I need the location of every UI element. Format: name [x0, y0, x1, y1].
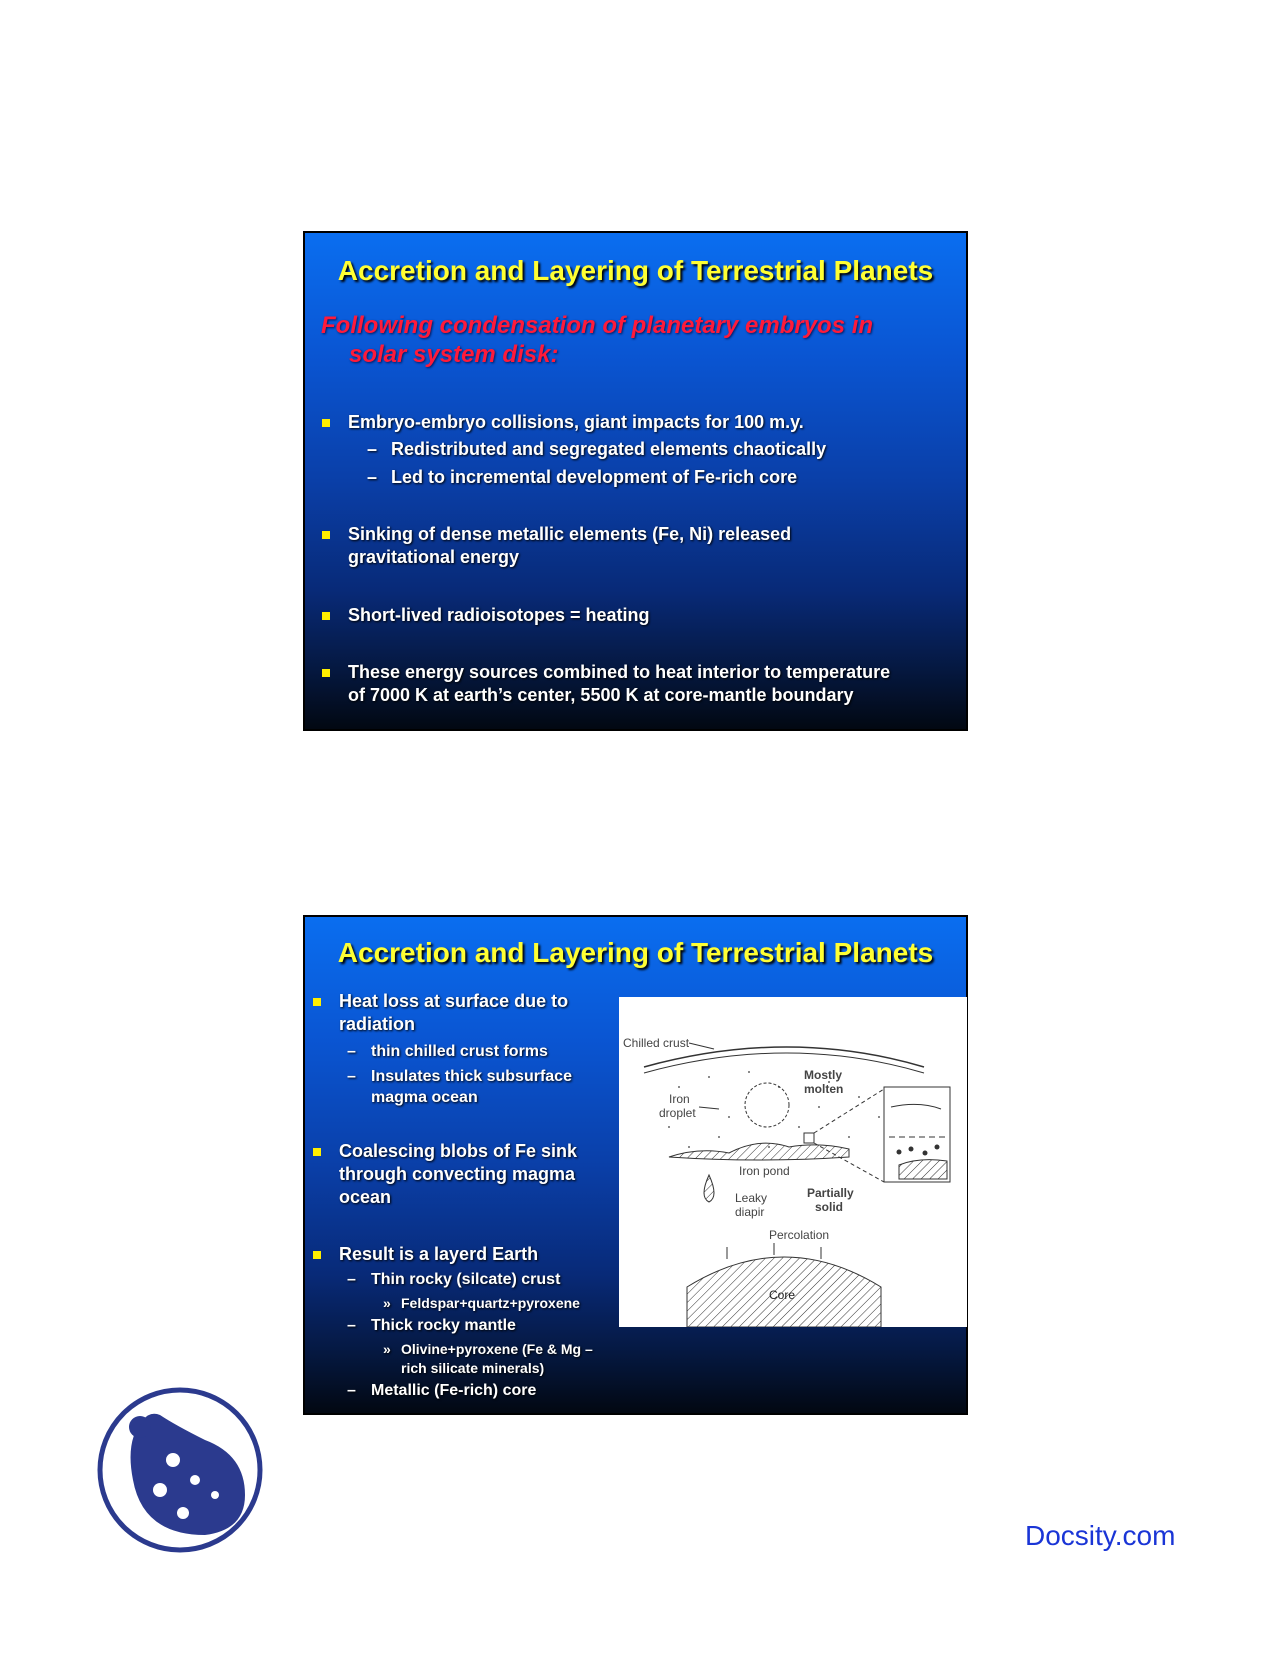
- bullet-square-icon: [313, 1251, 321, 1259]
- bullet-2: Sinking of dense metallic elements (Fe, Ni) released gravitational energy: [348, 523, 791, 569]
- label-droplet: droplet: [659, 1106, 696, 1120]
- bullet-4: These energy sources combined to heat interior to temperature of 7000 K at earth’s center, 5500 K at core-mantle boundary: [348, 661, 890, 707]
- slide-1-title: Accretion and Layering of Terrestrial Planets: [337, 255, 934, 286]
- slide-1-subtitle: [321, 311, 941, 369]
- bullet-3: Short-lived radioisotopes = heating: [348, 604, 650, 627]
- earth-layering-diagram: [619, 997, 967, 1327]
- bullet-result: Result is a layerd Earth: [339, 1243, 538, 1266]
- label-diapir: diapir: [735, 1205, 765, 1219]
- sub-chilled-crust: – thin chilled crust forms: [347, 1043, 548, 1060]
- bullet-square-icon: [322, 531, 330, 539]
- label-mostly: Mostly: [804, 1068, 843, 1082]
- bullet-1: [348, 411, 804, 434]
- docsity-logo: [95, 1385, 265, 1560]
- label-molten: molten: [804, 1082, 844, 1096]
- label-partially: Partially: [807, 1186, 854, 1200]
- sub-thick-mantle: – Thick rocky mantle: [347, 1317, 516, 1334]
- label-leaky: Leaky: [735, 1191, 768, 1205]
- bullet-heat-loss: Heat loss at surface due to radiation: [339, 990, 568, 1036]
- sub-thin-crust: – Thin rocky (silcate) crust: [347, 1271, 561, 1288]
- bullet-square-icon: [322, 669, 330, 677]
- label-iron-pond: Iron pond: [739, 1164, 790, 1178]
- label-iron: Iron: [669, 1092, 690, 1106]
- slide-2-title: Accretion and Layering of Terrestrial Planets: [337, 937, 934, 968]
- slide-1: [303, 231, 968, 731]
- subtitle-line-2: solar system disk:: [349, 341, 559, 368]
- sub-insulates: – Insulates thick subsurface magma ocean: [347, 1068, 572, 1106]
- bullet-1-sub-2: – Led to incremental development of Fe-rich core: [367, 467, 798, 487]
- chilled-crust-line: [644, 1047, 924, 1067]
- sub-metallic-core: – Metallic (Fe-rich) core: [347, 1382, 537, 1399]
- bullet-1-text: Embryo-embryo collisions, giant impacts for 100 m.y.: [348, 412, 804, 432]
- label-percolation: Percolation: [769, 1228, 830, 1242]
- subsub-feldspar: » Feldspar+quartz+pyroxene: [383, 1295, 580, 1311]
- label-core: Core: [769, 1288, 796, 1302]
- slide-2: [303, 915, 968, 1415]
- bullet-square-icon: [313, 1148, 321, 1156]
- bullet-1-sub-1: – Redistributed and segregated elements chaotically: [367, 439, 827, 459]
- convection-loop: [745, 1083, 789, 1127]
- bullet-square-icon: [313, 998, 321, 1006]
- label-solid: solid: [815, 1200, 844, 1214]
- leaky-diapir-shape: [704, 1175, 714, 1202]
- subsub-olivine: » Olivine+pyroxene (Fe & Mg – rich silicate minerals): [383, 1341, 593, 1376]
- bullet-square-icon: [322, 419, 330, 427]
- label-chilled-crust: Chilled crust: [623, 1036, 690, 1050]
- bullet-coalescing: Coalescing blobs of Fe sink through convecting magma ocean: [339, 1140, 577, 1209]
- subtitle-line-1: Following condensation of planetary embryos in: [321, 312, 874, 339]
- docsity-brand: Docsity.com: [1025, 1520, 1176, 1551]
- bullet-square-icon: [322, 612, 330, 620]
